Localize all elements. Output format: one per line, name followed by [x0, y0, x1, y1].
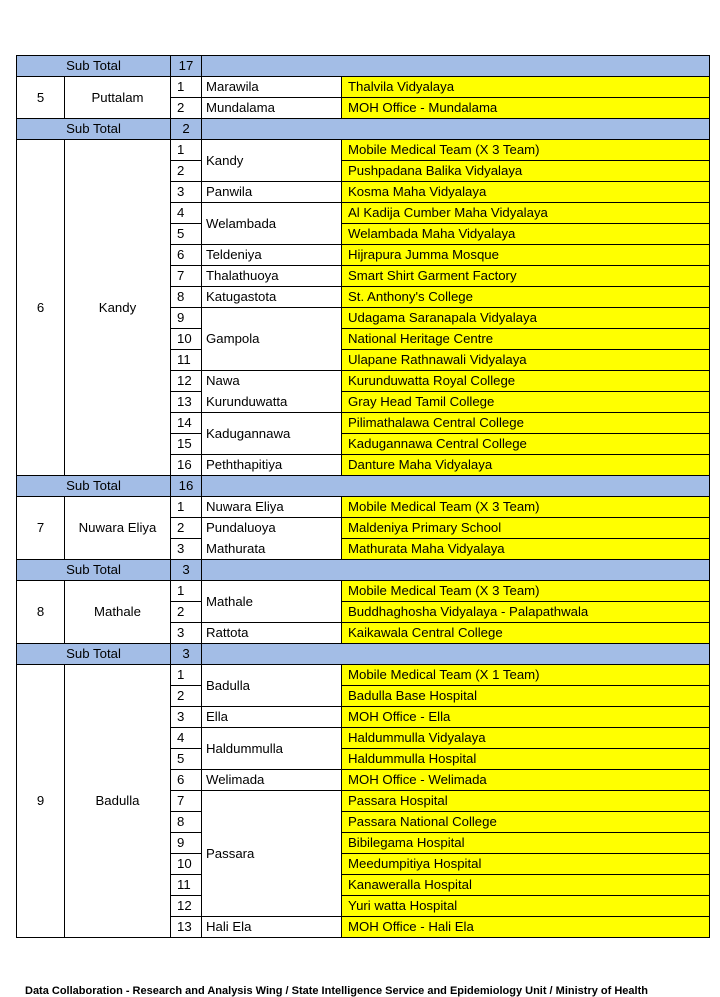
site-name: Buddhaghosha Vidyalaya - Palapathwala	[342, 602, 710, 623]
site-name: St. Anthony's College	[342, 287, 710, 308]
row-number: 7	[171, 266, 202, 287]
row-number: 6	[171, 770, 202, 791]
location: Pundaluoya	[202, 518, 342, 539]
row-number: 4	[171, 203, 202, 224]
location: Badulla	[202, 665, 342, 707]
site-name: MOH Office - Welimada	[342, 770, 710, 791]
location: Mathurata	[202, 539, 342, 560]
row-number: 8	[171, 287, 202, 308]
site-name: Passara National College	[342, 812, 710, 833]
site-name: MOH Office - Ella	[342, 707, 710, 728]
location: Mundalama	[202, 98, 342, 119]
row-number: 3	[171, 182, 202, 203]
subtotal-value: 3	[171, 560, 202, 581]
location: Welambada	[202, 203, 342, 245]
site-name: Yuri watta Hospital	[342, 896, 710, 917]
site-name: Smart Shirt Garment Factory	[342, 266, 710, 287]
subtotal-row	[17, 644, 710, 665]
location: Hali Ela	[202, 917, 342, 938]
site-name: Pilimathalawa Central College	[342, 413, 710, 434]
row-number: 2	[171, 686, 202, 707]
row-number: 11	[171, 875, 202, 896]
site-name: Gray Head Tamil College	[342, 392, 710, 413]
subtotal-row	[17, 476, 710, 497]
site-name: Meedumpitiya Hospital	[342, 854, 710, 875]
row-number: 13	[171, 392, 202, 413]
site-name: Hijrapura Jumma Mosque	[342, 245, 710, 266]
site-name: MOH Office - Hali Ela	[342, 917, 710, 938]
subtotal-row	[17, 56, 710, 77]
district-number: 7	[17, 497, 65, 560]
district-number: 9	[17, 665, 65, 938]
row-number: 1	[171, 497, 202, 518]
row-number: 3	[171, 623, 202, 644]
row-number: 1	[171, 581, 202, 602]
row-number: 14	[171, 413, 202, 434]
district-name: Nuwara Eliya	[65, 497, 171, 560]
location: Teldeniya	[202, 245, 342, 266]
location: Thalathuoya	[202, 266, 342, 287]
site-name: Al Kadija Cumber Maha Vidyalaya	[342, 203, 710, 224]
row-number: 7	[171, 791, 202, 812]
row-number: 2	[171, 518, 202, 539]
location: Katugastota	[202, 287, 342, 308]
site-name: Kadugannawa Central College	[342, 434, 710, 455]
location: Rattota	[202, 623, 342, 644]
location: Passara	[202, 791, 342, 917]
row-number: 2	[171, 161, 202, 182]
site-name: Passara Hospital	[342, 791, 710, 812]
location: Marawila	[202, 77, 342, 98]
site-name: Mobile Medical Team (X 3 Team)	[342, 581, 710, 602]
row-number: 9	[171, 833, 202, 854]
table-row	[17, 140, 710, 161]
row-number: 10	[171, 329, 202, 350]
subtotal-label: Sub Total	[17, 119, 171, 140]
row-number: 12	[171, 896, 202, 917]
subtotal-row	[17, 119, 710, 140]
row-number: 4	[171, 728, 202, 749]
row-number: 2	[171, 98, 202, 119]
subtotal-blank	[202, 119, 710, 140]
site-name: Danture Maha Vidyalaya	[342, 455, 710, 476]
data-source-footer: Data Collaboration - Research and Analysis Wing / State Intelligence Service and Epidemiology Unit / Ministry of Health	[25, 985, 648, 997]
subtotal-value: 17	[171, 56, 202, 77]
row-number: 1	[171, 140, 202, 161]
site-name: Mobile Medical Team (X 3 Team)	[342, 497, 710, 518]
site-name: Welambada Maha Vidyalaya	[342, 224, 710, 245]
subtotal-label: Sub Total	[17, 56, 171, 77]
subtotal-row	[17, 560, 710, 581]
site-name: Haldummulla Vidyalaya	[342, 728, 710, 749]
row-number: 12	[171, 371, 202, 392]
subtotal-label: Sub Total	[17, 560, 171, 581]
row-number: 6	[171, 245, 202, 266]
district-name: Mathale	[65, 581, 171, 644]
site-name: Mathurata Maha Vidyalaya	[342, 539, 710, 560]
row-number: 11	[171, 350, 202, 371]
site-name: Kanaweralla Hospital	[342, 875, 710, 896]
location: Welimada	[202, 770, 342, 791]
district-number: 6	[17, 140, 65, 476]
subtotal-label: Sub Total	[17, 644, 171, 665]
table-row	[17, 665, 710, 686]
subtotal-value: 3	[171, 644, 202, 665]
row-number: 2	[171, 602, 202, 623]
site-name: Maldeniya Primary School	[342, 518, 710, 539]
site-name: Pushpadana Balika Vidyalaya	[342, 161, 710, 182]
row-number: 3	[171, 539, 202, 560]
subtotal-value: 16	[171, 476, 202, 497]
subtotal-blank	[202, 56, 710, 77]
district-name: Kandy	[65, 140, 171, 476]
district-name: Badulla	[65, 665, 171, 938]
location: Kadugannawa	[202, 413, 342, 455]
location: Nawa	[202, 371, 342, 392]
table-row	[17, 497, 710, 518]
subtotal-label: Sub Total	[17, 476, 171, 497]
table-row	[17, 581, 710, 602]
row-number: 5	[171, 749, 202, 770]
row-number: 1	[171, 77, 202, 98]
row-number: 13	[171, 917, 202, 938]
vaccination-centres-table	[16, 55, 710, 938]
site-name: Thalvila Vidyalaya	[342, 77, 710, 98]
row-number: 9	[171, 308, 202, 329]
location: Gampola	[202, 308, 342, 371]
row-number: 8	[171, 812, 202, 833]
district-name: Puttalam	[65, 77, 171, 119]
site-name: National Heritage Centre	[342, 329, 710, 350]
site-name: Bibilegama Hospital	[342, 833, 710, 854]
site-name: Udagama Saranapala Vidyalaya	[342, 308, 710, 329]
location: Kandy	[202, 140, 342, 182]
location: Panwila	[202, 182, 342, 203]
subtotal-value: 2	[171, 119, 202, 140]
row-number: 3	[171, 707, 202, 728]
row-number: 5	[171, 224, 202, 245]
subtotal-blank	[202, 560, 710, 581]
site-name: Haldummulla Hospital	[342, 749, 710, 770]
site-name: Mobile Medical Team (X 3 Team)	[342, 140, 710, 161]
site-name: MOH Office - Mundalama	[342, 98, 710, 119]
location: Kurunduwatta	[202, 392, 342, 413]
subtotal-blank	[202, 644, 710, 665]
location: Peththapitiya	[202, 455, 342, 476]
row-number: 15	[171, 434, 202, 455]
site-name: Ulapane Rathnawali Vidyalaya	[342, 350, 710, 371]
site-name: Kaikawala Central College	[342, 623, 710, 644]
location: Haldummulla	[202, 728, 342, 770]
district-number: 5	[17, 77, 65, 119]
row-number: 10	[171, 854, 202, 875]
location: Mathale	[202, 581, 342, 623]
site-name: Kosma Maha Vidyalaya	[342, 182, 710, 203]
site-name: Kurunduwatta Royal College	[342, 371, 710, 392]
site-name: Badulla Base Hospital	[342, 686, 710, 707]
district-number: 8	[17, 581, 65, 644]
subtotal-blank	[202, 476, 710, 497]
location: Nuwara Eliya	[202, 497, 342, 518]
row-number: 16	[171, 455, 202, 476]
row-number: 1	[171, 665, 202, 686]
site-name: Mobile Medical Team (X 1 Team)	[342, 665, 710, 686]
location: Ella	[202, 707, 342, 728]
table-row	[17, 77, 710, 98]
